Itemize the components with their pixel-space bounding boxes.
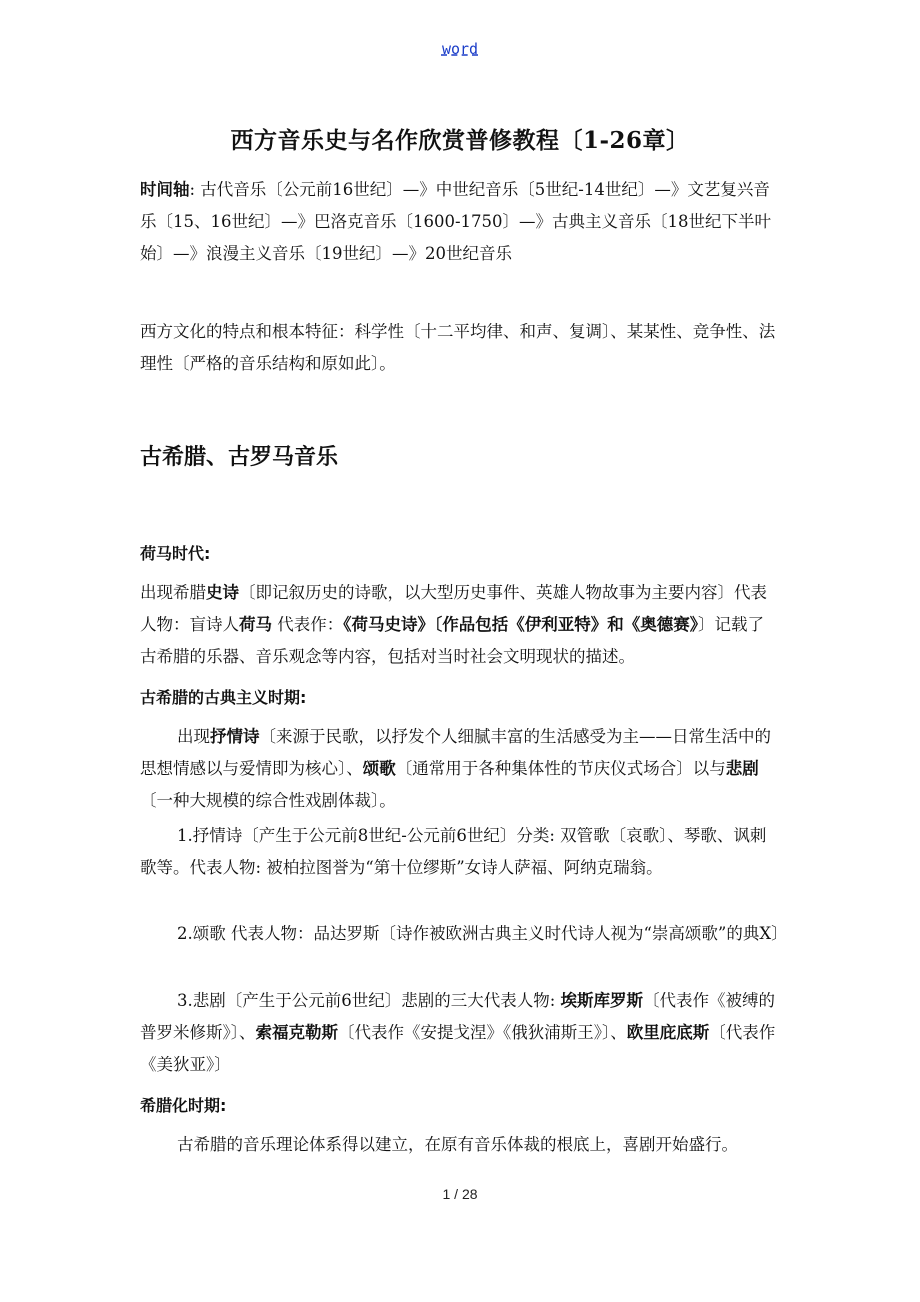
item3-text-2: 〔代表作《被缚的普罗米修斯》〕、 — [140, 991, 776, 1042]
classical-bold-lyric: 抒情诗 — [210, 727, 260, 746]
classical-heading: 古希腊的古典主义时期: — [140, 688, 307, 707]
timeline-paragraph — [140, 174, 780, 270]
classical-intro-text-4: 〔一种大规模的综合性戏剧体裁〕。 — [140, 791, 396, 810]
classical-bold-ode: 颂歌 — [362, 759, 396, 778]
header-word-link[interactable]: word — [441, 40, 479, 58]
section-heading: 古希腊、古罗马音乐 — [140, 444, 339, 470]
item3-bold-euripides: 欧里庇底斯 — [626, 1023, 710, 1042]
page-title: 西方音乐史与名作欣赏普修教程〔1-26章〕 — [230, 127, 690, 154]
classical-item-1: 1.抒情诗〔产生于公元前8世纪-公元前6世纪〕分类: 双管歌〔哀歌〕、琴歌、讽刺歌等。代表人物: 被柏拉图誉为“第十位缪斯”女诗人萨福、阿纳克瑞翁。 — [140, 826, 767, 877]
hellenistic-heading: 希腊化时期: — [140, 1096, 227, 1115]
page-number: 1 / 28 — [442, 1186, 478, 1202]
classical-intro-text-3: 〔通常用于各种集体性的节庆仪式场合〕以与 — [395, 759, 726, 778]
item3-text-1: 3.悲剧〔产生于公元前6世纪〕悲剧的三大代表人物: — [177, 991, 561, 1010]
classical-intro-text-2: 〔来源于民歌，以抒发个人细腻丰富的生活感受为主——日常生活中的思想情感以与爱情即为核心〕、 — [140, 727, 771, 778]
classical-intro-text-1: 出现 — [177, 727, 210, 746]
timeline-text: : 古代音乐〔公元前16世纪〕—》中世纪音乐〔5世纪-14世纪〕—》文艺复兴音乐〔15、16世纪〕—》巴洛克音乐〔1600-1750〕—》古典主义音乐〔18世纪下半叶始〕—》浪漫主义音乐〔19世纪〕—》20世纪音乐 — [140, 180, 772, 263]
homer-text-2: 〔即记叙历史的诗歌，以大型历史事件、英雄人物故事为主要内容〕代表人物：盲诗人 — [140, 583, 767, 634]
homer-bold-homer: 荷马 — [239, 615, 272, 634]
timeline-label: 时间轴 — [140, 180, 190, 199]
homer-text-4: 〕记载了古希腊的乐器、音乐观念等内容，包括对当时社会文明现状的描述。 — [140, 615, 764, 666]
homer-paragraph — [140, 577, 780, 673]
item3-bold-sophocles: 索福克勒斯 — [255, 1023, 338, 1042]
item3-text-4: 〔代表作《美狄亚》〕 — [140, 1023, 776, 1074]
homer-bold-epic: 史诗 — [206, 583, 239, 602]
classical-bold-tragedy: 悲剧 — [725, 759, 759, 778]
homer-heading: 荷马时代: — [140, 544, 211, 563]
hellenistic-paragraph: 古希腊的音乐理论体系得以建立，在原有音乐体裁的根底上，喜剧开始盛行。 — [177, 1135, 738, 1154]
homer-text-1: 出现希腊 — [140, 583, 206, 602]
classical-intro — [140, 721, 780, 817]
item3-text-3: 〔代表作《安提戈涅》《俄狄浦斯王》〕、 — [338, 1023, 627, 1042]
western-culture-paragraph: 西方文化的特点和根本特征：科学性〔十二平均律、和声、复调〕、某某性、竞争性、法理性〔严格的音乐结构和原如此〕。 — [140, 322, 776, 373]
homer-bold-works: 《荷马史诗》〔作品包括《伊利亚特》和《奥德赛》 — [343, 615, 698, 634]
classical-item-3 — [140, 985, 780, 1081]
homer-text-3: 代表作： — [272, 615, 344, 634]
classical-item-2: 2.颂歌 代表人物：品达罗斯〔诗作被欧洲古典主义时代诗人视为“崇高颂歌”的典X〕 — [177, 924, 788, 943]
item3-bold-aeschylus: 埃斯库罗斯 — [560, 991, 644, 1010]
